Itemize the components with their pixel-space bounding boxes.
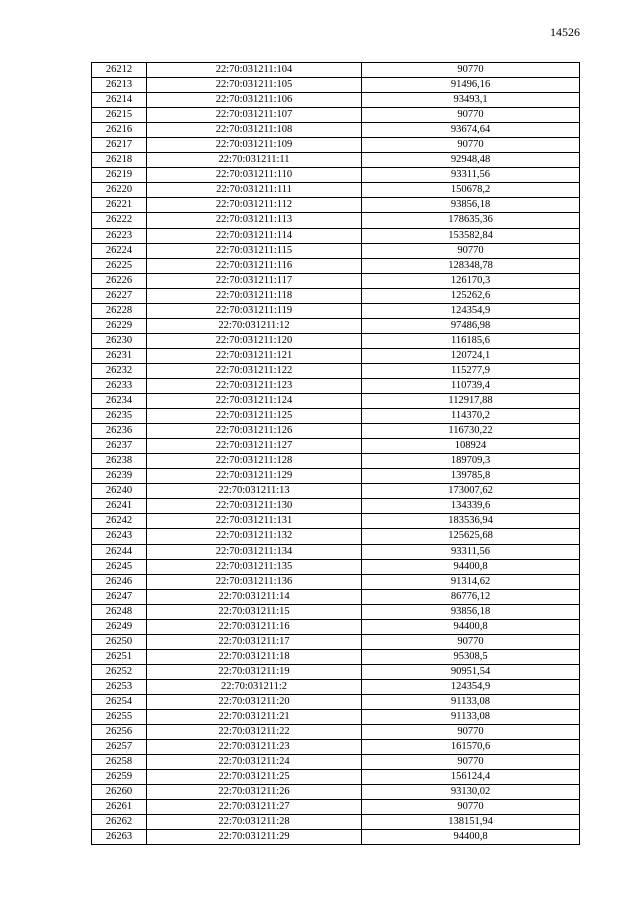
table-row xyxy=(92,318,580,333)
cadastral-number-cell: 22:70:031211:124 xyxy=(147,394,362,409)
table-row xyxy=(92,228,580,243)
row-number-cell: 26223 xyxy=(92,228,147,243)
row-number-cell: 26248 xyxy=(92,604,147,619)
table-row xyxy=(92,243,580,258)
value-cell: 91133,08 xyxy=(362,694,580,709)
table-row xyxy=(92,589,580,604)
row-number-cell: 26246 xyxy=(92,574,147,589)
cadastral-number-cell: 22:70:031211:23 xyxy=(147,740,362,755)
cadastral-number-cell: 22:70:031211:128 xyxy=(147,454,362,469)
table-row xyxy=(92,439,580,454)
table-row xyxy=(92,424,580,439)
value-cell: 93674,64 xyxy=(362,123,580,138)
value-cell: 94400,8 xyxy=(362,559,580,574)
cadastral-number-cell: 22:70:031211:22 xyxy=(147,725,362,740)
cadastral-number-cell: 22:70:031211:105 xyxy=(147,78,362,93)
row-number-cell: 26237 xyxy=(92,439,147,454)
row-number-cell: 26233 xyxy=(92,378,147,393)
page-number: 14526 xyxy=(550,25,580,39)
row-number-cell: 26227 xyxy=(92,288,147,303)
cadastral-number-cell: 22:70:031211:134 xyxy=(147,544,362,559)
value-cell: 183536,94 xyxy=(362,514,580,529)
table-row xyxy=(92,183,580,198)
cadastral-number-cell: 22:70:031211:126 xyxy=(147,424,362,439)
table-row xyxy=(92,800,580,815)
table-row xyxy=(92,529,580,544)
row-number-cell: 26261 xyxy=(92,800,147,815)
cadastral-number-cell: 22:70:031211:111 xyxy=(147,183,362,198)
cadastral-number-cell: 22:70:031211:26 xyxy=(147,785,362,800)
row-number-cell: 26221 xyxy=(92,198,147,213)
value-cell: 116730,22 xyxy=(362,424,580,439)
cadastral-number-cell: 22:70:031211:132 xyxy=(147,529,362,544)
value-cell: 189709,3 xyxy=(362,454,580,469)
value-cell: 134339,6 xyxy=(362,499,580,514)
cadastral-number-cell: 22:70:031211:125 xyxy=(147,409,362,424)
cadastral-number-cell: 22:70:031211:29 xyxy=(147,830,362,845)
cadastral-number-cell: 22:70:031211:107 xyxy=(147,108,362,123)
row-number-cell: 26224 xyxy=(92,243,147,258)
table-row xyxy=(92,303,580,318)
cadastral-number-cell: 22:70:031211:127 xyxy=(147,439,362,454)
table-row xyxy=(92,559,580,574)
cadastral-number-cell: 22:70:031211:25 xyxy=(147,770,362,785)
cadastral-number-cell: 22:70:031211:116 xyxy=(147,258,362,273)
row-number-cell: 26220 xyxy=(92,183,147,198)
cadastral-number-cell: 22:70:031211:130 xyxy=(147,499,362,514)
cadastral-number-cell: 22:70:031211:135 xyxy=(147,559,362,574)
table-row xyxy=(92,348,580,363)
table-row xyxy=(92,363,580,378)
row-number-cell: 26239 xyxy=(92,469,147,484)
table-row xyxy=(92,815,580,830)
row-number-cell: 26235 xyxy=(92,409,147,424)
table-row xyxy=(92,454,580,469)
cadastral-number-cell: 22:70:031211:113 xyxy=(147,213,362,228)
table-row xyxy=(92,770,580,785)
row-number-cell: 26250 xyxy=(92,634,147,649)
value-cell: 138151,94 xyxy=(362,815,580,830)
row-number-cell: 26226 xyxy=(92,273,147,288)
table-row xyxy=(92,394,580,409)
row-number-cell: 26229 xyxy=(92,318,147,333)
value-cell: 93311,56 xyxy=(362,544,580,559)
cadastral-number-cell: 22:70:031211:17 xyxy=(147,634,362,649)
row-number-cell: 26243 xyxy=(92,529,147,544)
table-row xyxy=(92,378,580,393)
cadastral-number-cell: 22:70:031211:136 xyxy=(147,574,362,589)
row-number-cell: 26249 xyxy=(92,619,147,634)
value-cell: 90770 xyxy=(362,108,580,123)
row-number-cell: 26240 xyxy=(92,484,147,499)
row-number-cell: 26234 xyxy=(92,394,147,409)
cadastral-number-cell: 22:70:031211:109 xyxy=(147,138,362,153)
cadastral-number-cell: 22:70:031211:121 xyxy=(147,348,362,363)
cadastral-number-cell: 22:70:031211:117 xyxy=(147,273,362,288)
value-cell: 94400,8 xyxy=(362,830,580,845)
cadastral-number-cell: 22:70:031211:118 xyxy=(147,288,362,303)
value-cell: 178635,36 xyxy=(362,213,580,228)
value-cell: 86776,12 xyxy=(362,589,580,604)
table-row xyxy=(92,710,580,725)
registry-table xyxy=(91,62,580,845)
row-number-cell: 26238 xyxy=(92,454,147,469)
row-number-cell: 26251 xyxy=(92,649,147,664)
registry-table-body xyxy=(92,63,580,845)
cadastral-number-cell: 22:70:031211:119 xyxy=(147,303,362,318)
row-number-cell: 26231 xyxy=(92,348,147,363)
row-number-cell: 26212 xyxy=(92,63,147,78)
row-number-cell: 26236 xyxy=(92,424,147,439)
value-cell: 94400,8 xyxy=(362,619,580,634)
row-number-cell: 26213 xyxy=(92,78,147,93)
value-cell: 91314,62 xyxy=(362,574,580,589)
table-row xyxy=(92,108,580,123)
row-number-cell: 26230 xyxy=(92,333,147,348)
value-cell: 92948,48 xyxy=(362,153,580,168)
cadastral-number-cell: 22:70:031211:24 xyxy=(147,755,362,770)
value-cell: 90770 xyxy=(362,755,580,770)
table-row xyxy=(92,213,580,228)
value-cell: 90770 xyxy=(362,63,580,78)
cadastral-number-cell: 22:70:031211:129 xyxy=(147,469,362,484)
cadastral-number-cell: 22:70:031211:106 xyxy=(147,93,362,108)
row-number-cell: 26219 xyxy=(92,168,147,183)
value-cell: 90770 xyxy=(362,634,580,649)
value-cell: 125625,68 xyxy=(362,529,580,544)
row-number-cell: 26228 xyxy=(92,303,147,318)
cadastral-number-cell: 22:70:031211:11 xyxy=(147,153,362,168)
table-row xyxy=(92,168,580,183)
table-row xyxy=(92,288,580,303)
value-cell: 125262,6 xyxy=(362,288,580,303)
table-row xyxy=(92,619,580,634)
value-cell: 114370,2 xyxy=(362,409,580,424)
value-cell: 108924 xyxy=(362,439,580,454)
cadastral-number-cell: 22:70:031211:21 xyxy=(147,710,362,725)
table-row xyxy=(92,544,580,559)
value-cell: 93311,56 xyxy=(362,168,580,183)
row-number-cell: 26253 xyxy=(92,679,147,694)
row-number-cell: 26255 xyxy=(92,710,147,725)
table-row xyxy=(92,409,580,424)
row-number-cell: 26257 xyxy=(92,740,147,755)
value-cell: 173007,62 xyxy=(362,484,580,499)
row-number-cell: 26222 xyxy=(92,213,147,228)
cadastral-number-cell: 22:70:031211:123 xyxy=(147,378,362,393)
table-row xyxy=(92,258,580,273)
table-row xyxy=(92,785,580,800)
table-row xyxy=(92,469,580,484)
table-row xyxy=(92,679,580,694)
value-cell: 90770 xyxy=(362,800,580,815)
value-cell: 93130,02 xyxy=(362,785,580,800)
row-number-cell: 26256 xyxy=(92,725,147,740)
row-number-cell: 26215 xyxy=(92,108,147,123)
row-number-cell: 26260 xyxy=(92,785,147,800)
value-cell: 91133,08 xyxy=(362,710,580,725)
cadastral-number-cell: 22:70:031211:16 xyxy=(147,619,362,634)
value-cell: 120724,1 xyxy=(362,348,580,363)
table-row xyxy=(92,514,580,529)
cadastral-number-cell: 22:70:031211:104 xyxy=(147,63,362,78)
value-cell: 156124,4 xyxy=(362,770,580,785)
cadastral-number-cell: 22:70:031211:18 xyxy=(147,649,362,664)
table-row xyxy=(92,78,580,93)
row-number-cell: 26214 xyxy=(92,93,147,108)
value-cell: 90770 xyxy=(362,138,580,153)
table-row xyxy=(92,63,580,78)
row-number-cell: 26247 xyxy=(92,589,147,604)
value-cell: 93493,1 xyxy=(362,93,580,108)
value-cell: 139785,8 xyxy=(362,469,580,484)
row-number-cell: 26241 xyxy=(92,499,147,514)
value-cell: 93856,18 xyxy=(362,604,580,619)
cadastral-number-cell: 22:70:031211:15 xyxy=(147,604,362,619)
table-row xyxy=(92,138,580,153)
cadastral-number-cell: 22:70:031211:28 xyxy=(147,815,362,830)
table-row xyxy=(92,123,580,138)
table-row xyxy=(92,725,580,740)
table-row xyxy=(92,604,580,619)
table-row xyxy=(92,198,580,213)
value-cell: 90770 xyxy=(362,243,580,258)
value-cell: 95308,5 xyxy=(362,649,580,664)
value-cell: 124354,9 xyxy=(362,303,580,318)
row-number-cell: 26259 xyxy=(92,770,147,785)
table-row xyxy=(92,273,580,288)
row-number-cell: 26245 xyxy=(92,559,147,574)
value-cell: 90951,54 xyxy=(362,664,580,679)
table-row xyxy=(92,664,580,679)
cadastral-number-cell: 22:70:031211:108 xyxy=(147,123,362,138)
row-number-cell: 26218 xyxy=(92,153,147,168)
row-number-cell: 26217 xyxy=(92,138,147,153)
cadastral-number-cell: 22:70:031211:110 xyxy=(147,168,362,183)
table-row xyxy=(92,484,580,499)
cadastral-number-cell: 22:70:031211:20 xyxy=(147,694,362,709)
table-row xyxy=(92,755,580,770)
row-number-cell: 26242 xyxy=(92,514,147,529)
cadastral-number-cell: 22:70:031211:131 xyxy=(147,514,362,529)
row-number-cell: 26263 xyxy=(92,830,147,845)
table-row xyxy=(92,153,580,168)
row-number-cell: 26254 xyxy=(92,694,147,709)
row-number-cell: 26216 xyxy=(92,123,147,138)
cadastral-number-cell: 22:70:031211:13 xyxy=(147,484,362,499)
row-number-cell: 26252 xyxy=(92,664,147,679)
table-row xyxy=(92,574,580,589)
value-cell: 112917,88 xyxy=(362,394,580,409)
value-cell: 91496,16 xyxy=(362,78,580,93)
cadastral-number-cell: 22:70:031211:2 xyxy=(147,679,362,694)
value-cell: 128348,78 xyxy=(362,258,580,273)
table-row xyxy=(92,93,580,108)
row-number-cell: 26244 xyxy=(92,544,147,559)
cadastral-number-cell: 22:70:031211:115 xyxy=(147,243,362,258)
value-cell: 90770 xyxy=(362,725,580,740)
value-cell: 124354,9 xyxy=(362,679,580,694)
cadastral-number-cell: 22:70:031211:122 xyxy=(147,363,362,378)
table-row xyxy=(92,649,580,664)
cadastral-number-cell: 22:70:031211:120 xyxy=(147,333,362,348)
table-row xyxy=(92,499,580,514)
cadastral-number-cell: 22:70:031211:27 xyxy=(147,800,362,815)
value-cell: 115277,9 xyxy=(362,363,580,378)
value-cell: 153582,84 xyxy=(362,228,580,243)
row-number-cell: 26258 xyxy=(92,755,147,770)
value-cell: 116185,6 xyxy=(362,333,580,348)
table-row xyxy=(92,830,580,845)
table-row xyxy=(92,740,580,755)
table-row xyxy=(92,694,580,709)
table-row xyxy=(92,333,580,348)
value-cell: 93856,18 xyxy=(362,198,580,213)
value-cell: 126170,3 xyxy=(362,273,580,288)
cadastral-number-cell: 22:70:031211:12 xyxy=(147,318,362,333)
cadastral-number-cell: 22:70:031211:19 xyxy=(147,664,362,679)
value-cell: 97486,98 xyxy=(362,318,580,333)
table-row xyxy=(92,634,580,649)
row-number-cell: 26262 xyxy=(92,815,147,830)
row-number-cell: 26232 xyxy=(92,363,147,378)
cadastral-number-cell: 22:70:031211:14 xyxy=(147,589,362,604)
value-cell: 161570,6 xyxy=(362,740,580,755)
cadastral-number-cell: 22:70:031211:112 xyxy=(147,198,362,213)
row-number-cell: 26225 xyxy=(92,258,147,273)
value-cell: 150678,2 xyxy=(362,183,580,198)
value-cell: 110739,4 xyxy=(362,378,580,393)
cadastral-number-cell: 22:70:031211:114 xyxy=(147,228,362,243)
